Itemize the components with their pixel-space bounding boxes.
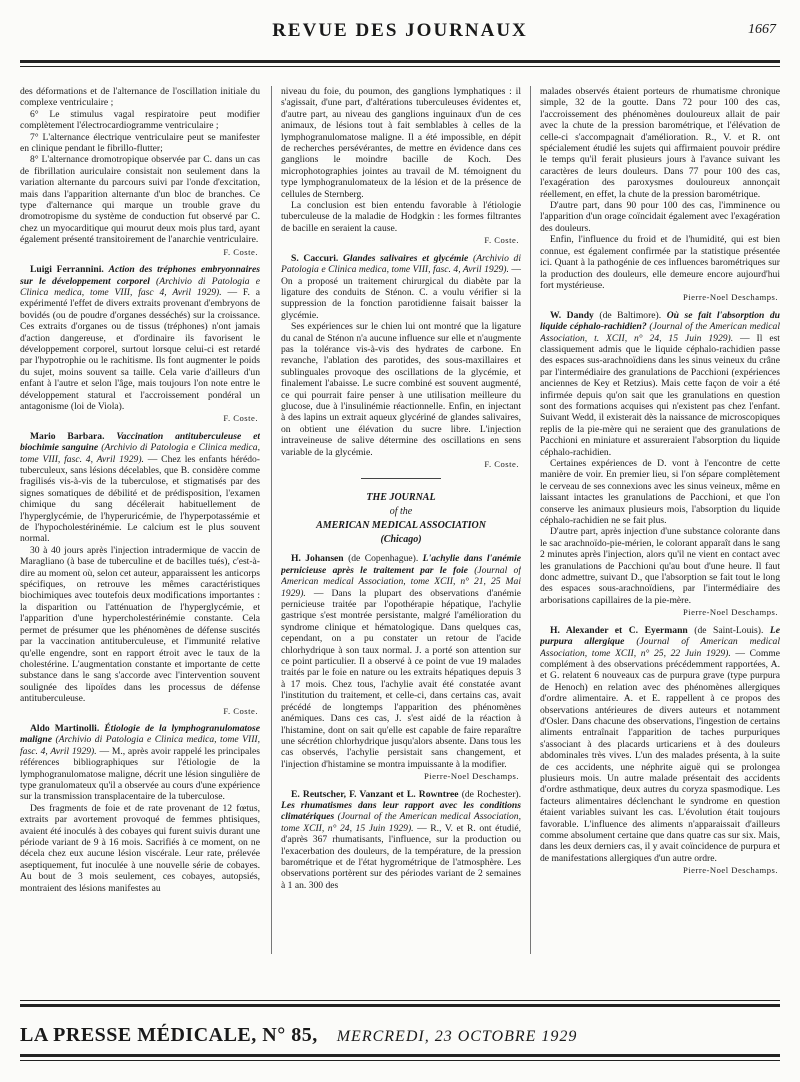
- paragraph: 7° L'alternance électrique ventriculaire peut se manifester en clinique pendant le fibrillo-flutter;: [20, 131, 260, 155]
- page-title: REVUE DES JOURNAUX: [272, 20, 528, 41]
- paragraph: malades observés étaient porteurs de rhumatisme chronique simple, 32 de la goutte. Dans 72 pour 100 des cas, l'accroissement des phénomènes douloureux allait de pair avec la chute de la pression barométrique, et l'élévation de celle-ci s'accompagnait d'amélioration. R., V. et R. ont spécialement étudié les sujets qui affirmaient pouvoir prédire le temps qu'il ferait plusieurs jours à l'avance suivant les caractères de leurs douleurs. Dans 77 pour 100 des cas, l'exagération des paroxysmes douloureux annonçait réellement, en effet, la chute de la pression barométrique.: [540, 86, 780, 200]
- footer-date: MERCREDI, 23 OCTOBRE 1929: [336, 1028, 578, 1045]
- footer-rule-thin-bottom: [20, 1060, 780, 1061]
- header-rule-thick: [20, 60, 780, 63]
- signature: F. Coste.: [223, 246, 258, 257]
- article-ferrannini: [20, 264, 260, 425]
- column-separator: [271, 86, 272, 954]
- footer-rule-thin: [20, 1000, 780, 1001]
- journal-name-line: THE JOURNAL: [366, 492, 436, 504]
- page-footer: [20, 1024, 780, 1048]
- page-number: 1667: [748, 22, 776, 37]
- paragraph: Enfin, l'influence du froid et de l'humidité, qui est bien connue, est également confirmée par la statistique présentée ici. Quant à la pathogénie de ces influences barométriques sur la production des douleurs, elle demeure encore aujourd'hui fort mystérieuse.: [540, 234, 780, 291]
- signature: F. Coste.: [484, 235, 519, 246]
- column-3: [540, 86, 780, 988]
- article-barbara: [20, 431, 260, 717]
- article-reference: (Journal of American medical Association, tome XCII, n° 21, 25 Mai 1929).: [281, 564, 521, 599]
- article-title: L'achylie dans l'anémie pernicieuse après le traitement par le foie: [281, 553, 521, 576]
- article-reference: (Journal of the American medical Association, tome XCII, n° 24, 15 Juin 1929).: [281, 811, 521, 834]
- paragraph: La conclusion est bien entendu favorable à l'étiologie tuberculeuse de la maladie de Hodgkin : les formes filtrantes de bacille en seraient la cause.: [281, 200, 521, 234]
- article-author: E. Reutscher, F. Vanzant et L. Rowntree: [291, 788, 459, 800]
- article-body: — M., après avoir rappelé les principales références bibliographiques sur l'étiologie de la lymphogranulomatose maligne, décrit une lésion singulière de type granulomateux qu'il a observée au cours d'une expérience sur la transmission transplacentaire de la tuberculose.: [20, 745, 260, 803]
- article-place: (de Rochester).: [461, 788, 521, 800]
- article-body: — Il est classiquement admis que le liquide céphalo-rachidien passe des espaces sus-arachnoïdiens dans les sinus veineux du crâne par l'intermédiaire des granulations de Pacchioni (expériences anciennes de Key et Retzius). Mais cette façon de voir a été infirmée depuis qu'on sait que les granulations en question sont des formations acquises qui n'existent pas chez l'enfant. Suivant Wedd, il existerait dès la naissance de microscopiques replis de la pie-mère qui ne seraient que des granulations de Pacchioni en miniature et assureraient l'absorption du liquide céphalo-rachidien.: [540, 332, 780, 458]
- article-body: — Comme complément à des observations précédemment rapportées, A. et G. relatent 6 nouveaux cas de purpura grave (type purpura de Henoch) en relation avec des phénomènes allergiques d'ordre alimentaire. A. et E. rappellent à ce propos des observations antérieures de divers auteurs et notamment d'Osler. Dans chacune des observations, l'ingestion de certains aliments entraînait l'apparition de taches purpuriques s'associant à des placards urticariens et à des douleurs abdominales très vives. L'un des malades présenta, à la suite de ces accidents, une néphrite aiguë qui se prolongea plusieurs mois. Un autre malade présentait des accidents d'ordre asthmatique, deux autres du coryza spasmodique. Les facteurs alimentaires déclenchant le syndrome en question étaient variables suivant les cas. L'évolution était toujours favorable. L'influence des aliments n'apparaissait d'ailleurs comme absolument certaine que dans quatre cas sur six. Mais, dans les deux derniers cas, il y avait coïncidence de purpura et de manifestations allergiques d'un autre ordre.: [540, 647, 780, 864]
- article-title: Action des tréphones embryonnaires sur le développement corporel: [20, 264, 260, 287]
- journal-city: (Chicago): [380, 534, 422, 546]
- paragraph: des déformations et de l'alternance de l'oscillation initiale du complexe ventriculaire ;: [20, 86, 260, 109]
- paragraph: D'autre part, après injection d'une substance colorante dans le sac arachnoïdo-pie-mérien, le colorant apparaît dans le sang 2 minutes après l'injection, alors qu'il ne vient en contact avec les granulations de Pacchioni qu'au bout d'une heure. Il faut donc admettre, suivant D., que l'absorption se fait tout le long des espaces sous-arachnoïdiens, par l'intermédiaire des arborisations capillaires de la pie-mère.: [540, 526, 780, 606]
- column-separator: [530, 86, 531, 954]
- article-reference: (Archivio di Patologia e Clinica medica, tome VIII, fasc. 4, Avril 1929).: [20, 442, 260, 465]
- article-body: — Dans la plupart des observations d'anémie pernicieuse traitée par l'opothérapie hépatique, l'achylie gastrique s'est montrée persistante, malgré l'amélioration du syndrome clinique et hématologique. Dans quelques cas, cependant, on a pu constater un retour de l'acide chlorhydrique à son taux normal. J. a porté son attention sur ce point particulier. Il a observé à ce point de vue 19 malades traités par le foie en nature ou les extraits hépatiques depuis 3 à 17 mois. Chez tous, l'achylie avait été constatée avant l'institution du traitement, et celle-ci, dans certains cas, avait précédé de longtemps l'apparition des phénomènes anémiques. Dans ces cas, J. s'est aidé de la réaction à l'histamine, dont on sait qu'elle est capable de faire reparaître une sécrétion chlorhydrique jusqu'alors absente. Dans tous les cas observés, l'achylie persistait sans changement, et l'injection d'histamine se montra impuissante à la modifier.: [281, 587, 521, 770]
- article-author: Mario Barbara.: [30, 430, 105, 442]
- article-reference: (Archivio di Patologia e Clinica medica, tome VIII, fasc 4, Avril 1929).: [20, 275, 260, 298]
- article-author: W. Dandy: [550, 309, 594, 321]
- article-caccuri: [281, 253, 521, 471]
- article-body: — On a proposé un traitement chirurgical du diabète par la ligature des conduits de Sténon. C. a voulu vérifier si la suppression de la fonction parotidienne faisait baisser la glycémie.: [281, 264, 521, 321]
- article-body: — R., V. et R. ont étudié, d'après 367 rhumatisants, l'influence, sur la production ou l'exacerbation des douleurs, de la température, de la pression barométrique et de l'état hygrométrique de l'atmosphère. Les observations portèrent sur des périodes variant de 2 semaines à 1 an. 300 des: [281, 822, 521, 891]
- journal-section-heading: [281, 491, 521, 547]
- article-reference: (Journal of the American medical Association, t. XCII, n° 24, 15 Juin 1929).: [540, 321, 780, 344]
- article-title: Où se fait l'absorption du liquide céphalo-rachidien?: [540, 309, 780, 333]
- article-body: — F. a expérimenté l'effet de divers extraits provenant d'embryons de bovidés (ou de poudre d'organes desséchés) sur la croissance. Ces extraits d'organes ou de tissus (tréphones) n'ont jamais d'action dangereuse, et d'ordinaire ils favorisent le développement corporel, surtout lorsque celui-ci est retardé par l'hypotrophie ou le rachitisme. Ils font augmenter le poids du sujet, moins souvent sa taille. Cela varie d'ailleurs d'un enfant à l'autre et selon l'âge, mais toujours l'on note entre le développement statural et l'accroissement pondéral un antagonisme (loi de Viola).: [20, 286, 260, 412]
- paragraph: Ses expériences sur le chien lui ont montré que la ligature du canal de Sténon n'a aucune influence sur elle et n'augmente pas la tolérance vis-à-vis des hydrates de carbone. En revanche, l'ablation des parotides, des sous-maxillaires et sublinguales provoque des oscillations de la glycémie, et finalement l'abaisse. Le sucre combiné est souvent augmenté, ce qui pourrait faire penser à une utilisation meilleure du glucose, due à l'insulinémie réactionnelle. Enfin, en injectant à des lapins un extrait aqueux glycériné de glandes salivaires, on obtient une élévation du sucre libre. L'injection intraveineuse de salive détermine des oscillations en sens variable de la glycémie.: [281, 321, 521, 458]
- article-reference: (Archivio di Patologia e Clinica medica, tome VIII, fasc. 4, Avril 1929).: [281, 252, 521, 276]
- footer-rule-thick: [20, 1004, 780, 1007]
- paragraph: D'autre part, dans 90 pour 100 des cas, l'imminence ou l'apparition d'un orage coïncidait également avec l'exagération des douleurs.: [540, 200, 780, 234]
- column-2: [281, 86, 521, 988]
- article-reutscher: [281, 789, 521, 892]
- paragraph: 8° L'alternance dromotropique observée par C. dans un cas de fibrillation auriculaire consistait non seulement dans la variation alternante du parcours suivi par l'onde d'excitation, mais dans l'apparition alternante d'un bloc de branches. Ce type d'alternance qui marque un trouble grave du dromotropisme du système de conduction fut observé par C. chez un myocarditique qui mourut deux mois plus tard, ayant également présenté transitoirement de l'anarchie ventriculaire.: [20, 154, 260, 246]
- paragraph: niveau du foie, du poumon, des ganglions lymphatiques : il s'agissait, d'une part, d'altérations tuberculeuses évidentes et, d'autre part, au niveau des ganglions inguinaux d'un de ces animaux, de lésions tout à fait semblables à celles de la lymphogranulomatose maligne. Il a été impossible, en dépit de recherches persévérantes, de mettre en évidence dans ces ganglions le moindre bacille de Koch. Des microphotographies jointes au travail de M. témoignent du type lymphogranulomateux de la lésion et de la présence de cellules de Sternberg.: [281, 86, 521, 200]
- article-body: — Chez les enfants hérédo-tuberculeux, sans lésions décelables, que B. considère comme fragilisés vis-à-vis de la tuberculose, et stigmatisés par des signes somatiques de débilité et de prédisposition, l'examen chimique du sang décélerait habituellement de l'hyperglycémie, de l'hyperuricémie, de l'hyperpotassémie et de l'hypocholestérinémie. Le calcium est le plus souvent normal.: [20, 453, 260, 545]
- header-rule-thin: [20, 66, 780, 67]
- article-title: Vaccination antituberculeuse et biochimie sanguine: [20, 430, 260, 454]
- paragraph: 30 à 40 jours après l'injection intradermique de vaccin de Maragliano (à base de tuberculine et de bacilles tués), c'est-à-dire au moment où, selon cet auteur, apparaissent les anticorps spécifiques, on retrouve les mêmes caractéristiques biochimiques avec toutefois deux modifications importantes : la disparition ou l'atténuation de l'hyperglycémie, et l'apparition d'une hypercholestérinémie constante. Cela permet de présumer que les phénomènes de défense suscités par la vaccination antituberculeuse, et l'immunité relative qu'elle engendre, sont en rapport étroit avec le taux de la cholestérine. L'augmentation constante et importante de cette substance dans le sang s'accorde avec l'intervention souvent soulignée des lipoïdes dans les processus de défense antituberculeuse.: [20, 544, 260, 705]
- article-author: S. Caccuri.: [291, 252, 339, 264]
- signature: F. Coste.: [484, 459, 519, 469]
- paragraph: 6° Le stimulus vagal respiratoire peut modifier complètement l'électrocardiogramme ventriculaire ;: [20, 108, 260, 132]
- signature: F. Coste.: [223, 413, 258, 424]
- article-author: H. Johansen: [291, 553, 344, 565]
- running-header: [20, 14, 780, 54]
- paragraph: Des fragments de foie et de rate provenant de 12 fœtus, extraits par avortement provoqué de femmes phtisiques, avaient été inoculés à des cobayes qui furent suivis durant une période variant de 9 à 16 mois. Sacrifiés à ce moment, on ne décela chez eux aucune lésion viscérale. Leur rate, prélevée aseptiquement, fut inoculée à une nouvelle série de cobayes. Au bout de 3 mois seulement, ces cobayes, autopsiés, montraient des lésions manifestes au: [20, 802, 260, 894]
- article-place: (de Copenhague).: [348, 553, 419, 565]
- article-reference: (Journal of American medical Association, tome XCII, n° 25, 22 Juin 1929).: [540, 636, 780, 659]
- article-place: (de Baltimore).: [599, 309, 662, 321]
- signature: F. Coste.: [223, 705, 258, 716]
- article-title: Le purpura allergique: [540, 624, 780, 648]
- article-title: Les rhumatismes dans leur rapport avec les conditions climatériques: [281, 799, 521, 823]
- signature: Pierre-Noel Deschamps.: [683, 865, 778, 876]
- article-dandy: [540, 310, 780, 619]
- signature: Pierre-Noel Deschamps.: [683, 292, 778, 303]
- footer-rule-thick-bottom: [20, 1054, 780, 1057]
- signature: Pierre-Noel Deschamps.: [424, 771, 519, 782]
- article-place: (de Saint-Louis).: [694, 624, 764, 636]
- signature: Pierre-Noel Deschamps.: [683, 607, 778, 618]
- journal-name-line: of the: [389, 506, 413, 518]
- article-reference: (Archivio di Patologia e Clinica medica, tome VIII, fasc. 4, Avril 1929).: [20, 734, 260, 757]
- journal-name-line: AMERICAN MEDICAL ASSOCIATION: [316, 520, 486, 532]
- article-title: Étiologie de la lymphogranulomatose maligne: [20, 722, 260, 746]
- article-johansen: [281, 553, 521, 782]
- article-author: H. Alexander et C. Eyermann: [550, 624, 688, 636]
- footer-journal: LA PRESSE MÉDICALE, N° 85,: [20, 1024, 318, 1046]
- article-title: Glandes salivaires et glycémie: [342, 252, 469, 264]
- column-1: [20, 86, 260, 988]
- paragraph: Certaines expériences de D. vont à l'encontre de cette manière de voir. En premier lieu, si l'on sépare complètement le cerveau de ses connexions avec les sinus veineux, même en laissant intactes les granulations de Pacchioni, et que l'on conserve les animaux plusieurs mois, l'absorption du liquide céphalo-rachidien ne se fait plus.: [540, 458, 780, 527]
- article-author: Luigi Ferrannini.: [30, 264, 104, 276]
- article-author: Aldo Martinolli.: [30, 722, 100, 734]
- section-rule: [361, 478, 441, 479]
- article-martinolli: [20, 723, 260, 894]
- article-alexander-eyermann: [540, 625, 780, 877]
